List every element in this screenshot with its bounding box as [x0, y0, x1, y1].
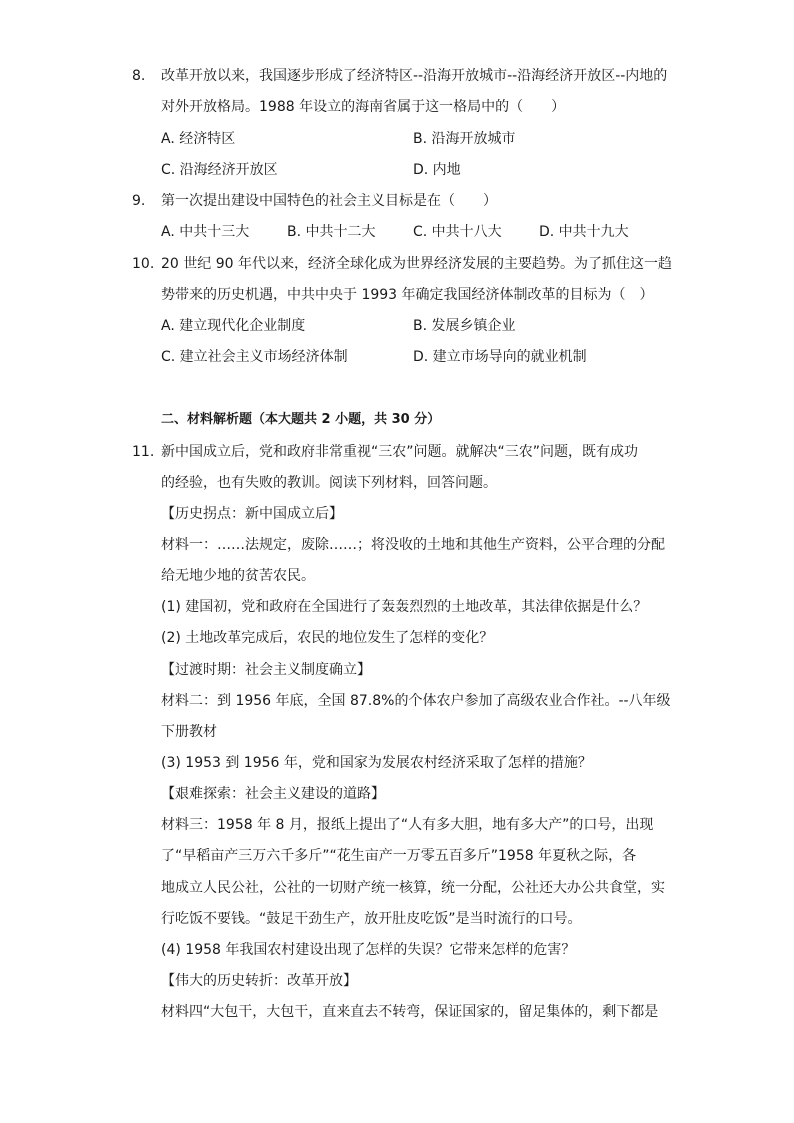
q8-option-b: B. 沿海开放城市 [413, 131, 516, 147]
q11-number: 11. [132, 444, 155, 460]
q10-option-c: C. 建立社会主义市场经济体制 [161, 349, 348, 365]
q11-line: 材料三：1958 年 8 月，报纸上提出了“人有多大胆，地有多大产”的口号，出现 [161, 817, 654, 833]
q8-option-c: C. 沿海经济开放区 [161, 162, 278, 178]
q10-option-d: D. 建立市场导向的就业机制 [413, 349, 587, 365]
q11-subquestion: (1) 建国初，党和政府在全国进行了轰轰烈烈的土地改革，其法律依据是什么？ [161, 599, 648, 615]
q11-subquestion: (3) 1953 到 1956 年，党和国家为发展农村经济采取了怎样的措施？ [161, 755, 592, 771]
q11-subheading: 【艰难探索：社会主义建设的道路】 [161, 786, 385, 802]
q9-number: 9. [132, 193, 146, 209]
q11-subheading: 【过渡时期：社会主义制度确立】 [161, 662, 371, 678]
q11-line: 地成立人民公社，公社的一切财产统一核算，统一分配，公社还大办公共食堂，实 [161, 880, 665, 896]
q11-line: 材料二：到 1956 年底，全国 87.8%的个体农户参加了高级农业合作社。--八年级 [161, 693, 671, 709]
q11-subquestion: (2) 土地改革完成后，农民的地位发生了怎样的变化？ [161, 630, 494, 646]
q10-option-a: A. 建立现代化企业制度 [161, 318, 306, 334]
q8-number: 8. [132, 68, 146, 84]
q11-subheading: 【历史拐点：新中国成立后】 [161, 506, 343, 522]
section-heading: 二、材料解析题（本大题共 2 小题，共 30 分） [161, 412, 441, 427]
q8-stem-line2: 对外开放格局。1988 年设立的海南省属于这一格局中的（ ） [161, 99, 566, 115]
q9-option-c: C. 中共十八大 [413, 224, 502, 240]
q10-stem-line1: 20 世纪 90 年代以来，经济全球化成为世界经济发展的主要趋势。为了抓住这一趋 [161, 256, 672, 272]
q11-line: 材料四“大包干，大包干，直来直去不转弯，保证国家的，留足集体的，剩下都是 [161, 1004, 659, 1020]
q9-option-d: D. 中共十九大 [539, 224, 629, 240]
q11-subquestion: (4) 1958 年我国农村建设出现了怎样的失误？它带来怎样的危害？ [161, 942, 576, 958]
q8-option-d: D. 内地 [413, 162, 461, 178]
q11-line: 新中国成立后，党和政府非常重视“三农”问题。就解决“三农”问题，既有成功 [161, 444, 639, 460]
q8-option-a: A. 经济特区 [161, 131, 236, 147]
q9-option-b: B. 中共十二大 [287, 224, 376, 240]
q9-stem: 第一次提出建设中国特色的社会主义目标是在（ ） [161, 193, 497, 209]
q10-number: 10. [132, 256, 155, 272]
q10-option-b: B. 发展乡镇企业 [413, 318, 516, 334]
q9-option-a: A. 中共十三大 [161, 224, 250, 240]
q11-line: 材料一：……法规定，废除……；将没收的土地和其他生产资料，公平合理的分配 [161, 537, 665, 553]
q11-line: 下册教材 [161, 724, 217, 740]
q11-subheading: 【伟大的历史转折：改革开放】 [161, 973, 357, 989]
q11-line: 了“早稻亩产三万六千多斤”“花生亩产一万零五百多斤”1958 年夏秋之际，各 [161, 848, 637, 864]
q10-stem-line2: 势带来的历史机遇，中共中央于 1993 年确定我国经济体制改革的目标为（ ） [161, 287, 654, 303]
q11-line: 给无地少地的贫苦农民。 [161, 568, 315, 584]
q11-line: 的经验，也有失败的教训。阅读下列材料，回答问题。 [161, 475, 497, 491]
q8-stem-line1: 改革开放以来，我国逐步形成了经济特区--沿海开放城市--沿海经济开放区--内地的 [161, 68, 668, 84]
q11-line: 行吃饭不要钱。“鼓足干劲生产，放开肚皮吃饭”是当时流行的口号。 [161, 911, 582, 927]
